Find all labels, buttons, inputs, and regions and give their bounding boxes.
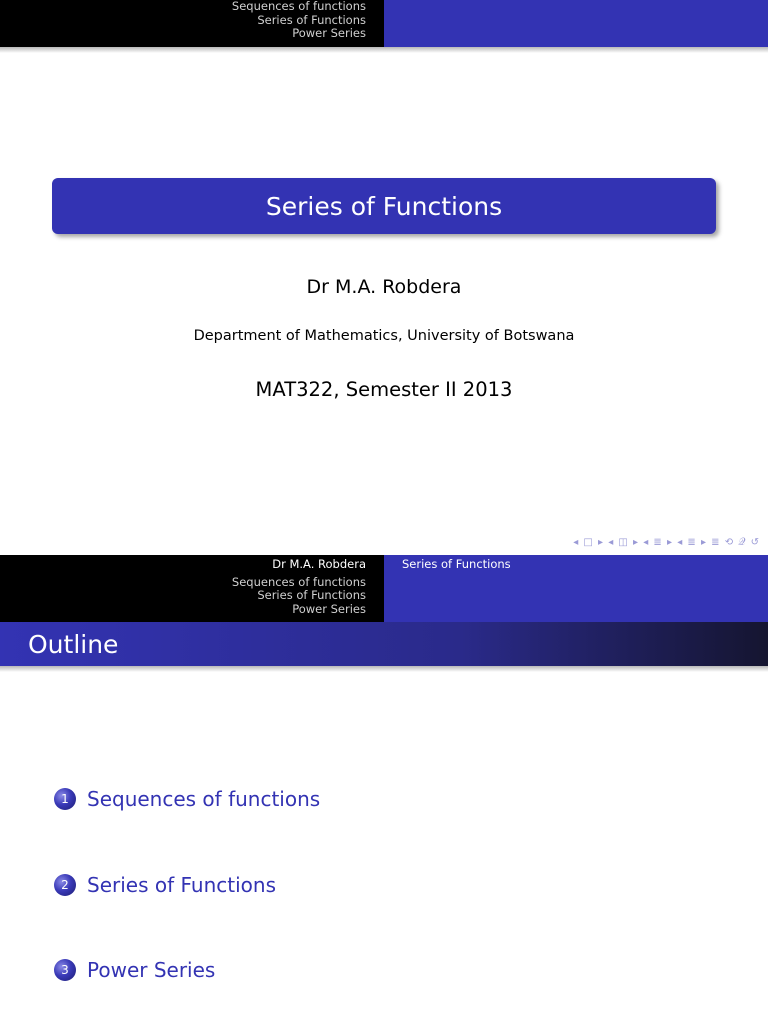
toc-item-series[interactable] [54,873,276,897]
slide2-headline [0,555,768,622]
frame-title-text: Outline [28,629,119,659]
headline-shadow [0,47,768,53]
headline-short-title: Series of Functions [402,557,511,571]
frame-title [0,622,768,666]
toc-label[interactable]: Sequences of functions [87,787,321,811]
toc-item-sequences[interactable] [54,787,320,811]
slide1-headline-right [384,0,768,47]
title-box [52,178,716,234]
author: Dr M.A. Robdera [306,276,462,298]
headline-section[interactable]: Power Series [292,601,366,616]
slide-title: Series of Functions [265,191,503,221]
toc-label[interactable]: Power Series [87,958,216,982]
headline-section[interactable]: Series of Functions [257,588,366,602]
frametitle-shadow [0,666,768,672]
toc-item-power-series[interactable] [54,958,215,982]
slide2-headline-right [384,555,768,622]
navigation-symbols[interactable]: ◂ □ ▸ ◂ ◫ ▸ ◂ ≣ ▸ ◂ ≣ ▸ ≣ ⟲ 𝒬 ↺ [573,537,760,548]
slide1-headline-sections [0,0,384,47]
toc-number-ball: 2 [54,874,76,896]
toc-label[interactable]: Series of Functions [87,873,276,897]
headline-section[interactable]: Series of Functions [257,12,366,27]
headline-author: Dr M.A. Robdera [272,557,366,571]
headline-section[interactable]: Sequences of functions [231,0,366,13]
date: MAT322, Semester II 2013 [255,378,513,401]
toc-number-ball: 1 [54,788,76,810]
headline-section[interactable]: Power Series [292,26,366,40]
slide1-headline [0,0,768,47]
headline-section[interactable]: Sequences of functions [231,574,366,589]
toc-number-ball: 3 [54,959,76,981]
slide2-headline-left [0,555,384,622]
institute: Department of Mathematics, University of Botswana [193,328,575,344]
